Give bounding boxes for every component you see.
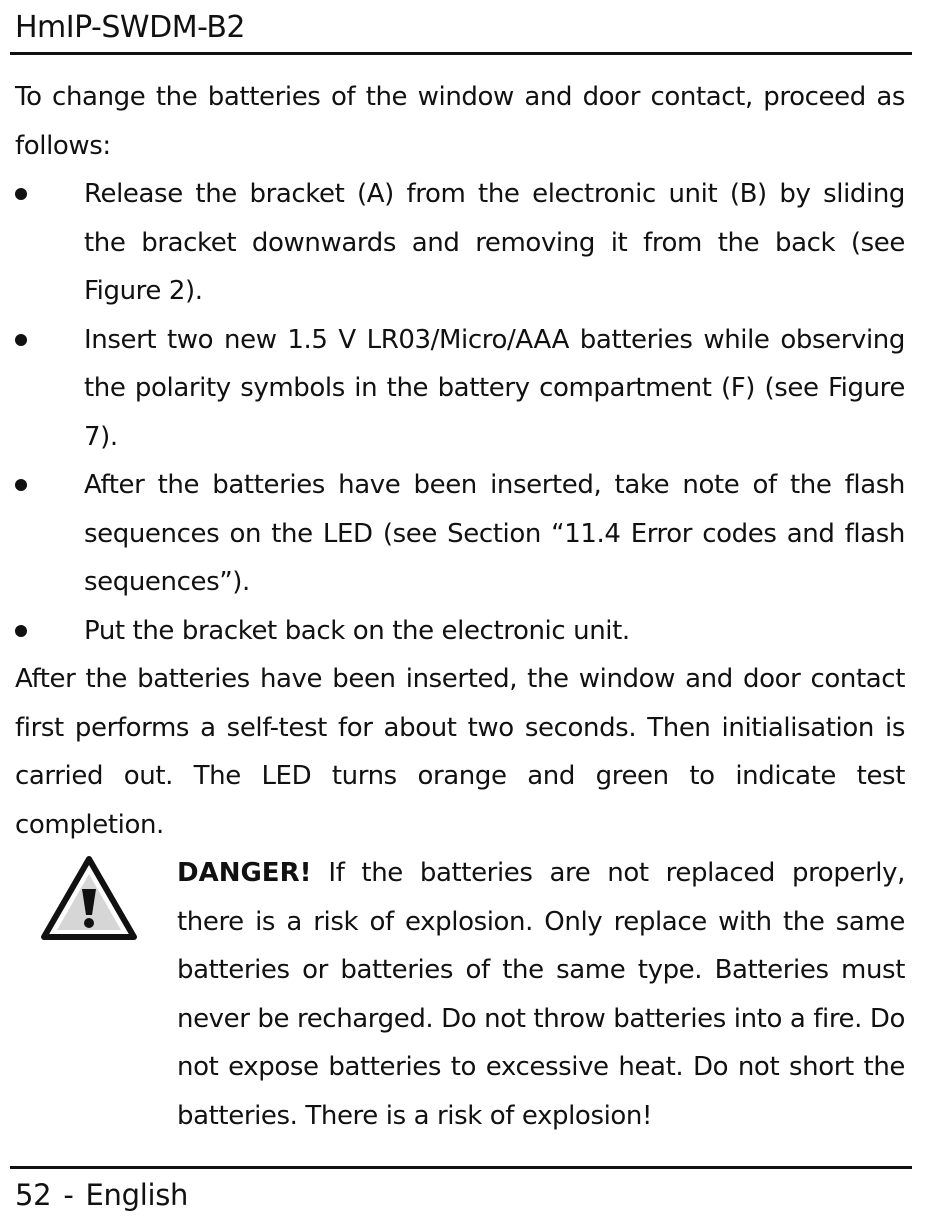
- list-item: [15, 607, 905, 656]
- list-item: [15, 316, 905, 462]
- footer-separator: -: [63, 1178, 74, 1212]
- bullet-icon: [15, 479, 27, 491]
- warning-triangle-icon: [41, 855, 137, 941]
- footer-language: English: [85, 1178, 189, 1212]
- danger-warning: [15, 849, 905, 1140]
- intro-paragraph: To change the batteries of the window and door contact, proceed as follows:: [15, 82, 905, 161]
- page-footer: [15, 1175, 188, 1215]
- step-text: Insert two new 1.5 V LR03/Micro/AAA batteries while observing the polarity symbols in the battery compartment (F) (see Figure 7).: [84, 324, 905, 452]
- page-header-model: HmIP-SWDM-B2: [15, 10, 246, 45]
- page-content: [15, 73, 905, 1140]
- bullet-icon: [15, 625, 27, 637]
- steps-list: [15, 170, 905, 655]
- after-insertion-paragraph: After the batteries have been inserted, the window and door contact first performs a self-test for about two seconds. Then initialisation is carried out. The LED turns orange and green to indicate test completion.: [15, 664, 905, 840]
- warning-paragraph: [177, 849, 905, 1140]
- danger-label: DANGER!: [177, 858, 312, 888]
- page-number: 52: [15, 1178, 52, 1212]
- bullet-icon: [15, 188, 27, 200]
- warning-text: If the batteries are not replaced properly, there is a risk of explosion. Only replace with the same batteries or batteries of the same type. Batteries must never be recharged. Do not throw batteries into a fire. Do not expose batteries to excessive heat. Do not short the batteries. There is a risk of explosion!: [177, 858, 905, 1131]
- list-item: [15, 461, 905, 607]
- step-text: Release the bracket (A) from the electronic unit (B) by sliding the bracket downwards and removing it from the back (see Figure 2).: [84, 179, 905, 306]
- bullet-icon: [15, 334, 27, 346]
- list-item: [15, 170, 905, 316]
- step-text: Put the bracket back on the electronic unit.: [84, 615, 630, 646]
- step-text: After the batteries have been inserted, take note of the flash sequences on the LED (see Section “11.4 Error codes and flash sequences”).: [84, 470, 905, 597]
- header-rule: [10, 52, 912, 55]
- footer-rule: [10, 1166, 912, 1169]
